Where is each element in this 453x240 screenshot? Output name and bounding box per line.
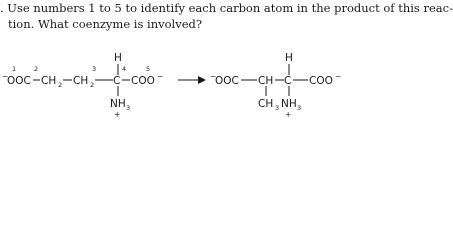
question-line-2: tion. What coenzyme is involved?: [8, 17, 203, 31]
product-ch3-sub: 3: [275, 104, 280, 112]
reactant-coo-charge: −: [157, 72, 164, 81]
question-line-1: . Use numbers 1 to 5 to identify each carbon atom in the product of this reac-: [0, 1, 453, 15]
carbon-number-4: 2: [34, 65, 39, 73]
reactant-ooc: OOC: [7, 75, 31, 87]
reactant-ooc-charge: −: [2, 72, 9, 81]
product-nh-sub: 3: [297, 104, 302, 112]
reactant-nh-sub: 3: [126, 104, 131, 112]
product-top-h: H: [285, 52, 293, 64]
reactant-ch2-b: CH: [73, 75, 89, 87]
product-ooc: OOC: [215, 75, 239, 87]
reactant-ch2-a: CH: [41, 75, 57, 87]
carbon-number-1: 5: [146, 65, 151, 73]
carbon-number-2: 4: [122, 65, 127, 73]
product-coo: COO: [309, 75, 333, 87]
product-structure: [210, 52, 341, 119]
reactant-nh: NH: [110, 98, 126, 110]
product-ch3: CH: [258, 98, 274, 110]
product-c: C: [284, 75, 292, 87]
reactant-ch2-a-sub: 2: [58, 81, 63, 89]
product-coo-charge: −: [335, 72, 342, 81]
reactant-ch2-b-sub: 2: [90, 81, 95, 89]
reactant-top-h: H: [114, 52, 122, 64]
product-ooc-charge: −: [210, 72, 217, 81]
product-nh-charge: +: [285, 110, 292, 119]
product-ch: CH: [258, 75, 274, 87]
reactant-structure: [2, 52, 163, 119]
carbon-number-3: 3: [92, 65, 97, 73]
product-nh: NH: [281, 98, 297, 110]
reactant-nh-charge: +: [114, 110, 121, 119]
carbon-number-5: 1: [12, 65, 17, 73]
reactant-c: C: [113, 75, 121, 87]
reactant-coo: COO: [131, 75, 155, 87]
